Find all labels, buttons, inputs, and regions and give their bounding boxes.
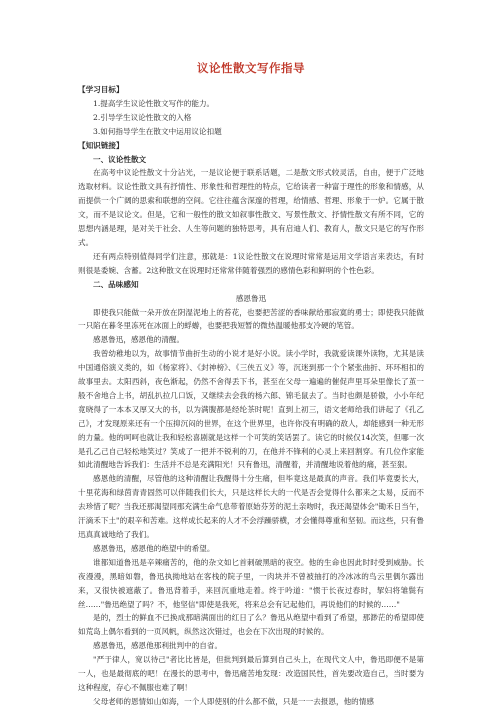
knowledge-paragraph: 在高考中议论性散文十分沾光，一是议论便于联系话题，二是散文形式较灵活，自由，便于广泛地选取材料。议论性散文具有抒情性、形象性和哲理性的特点，它给读者一种富于理性的形象和情感，从而提供一个广阔的思索和联想的空间。它往往蕴含深邃的哲理，给情感、哲理、形象于一炉。它属于散文，而不是议论文。但是，它和一般性的散文如叙事性散文、写景性散文、抒情性散文有所不同，它的思想内涵是理，是对关于社会、人生等问题的独特思考，具有启迪人们、教育人，散文只是它的写作形式。: [78, 168, 424, 247]
article-paragraph: 感恩他的清醒，尽管他的这种清醒让我醒得十分生痛，但毕竟这是最真的声音。我们毕竟要长大，十里花海和绿茵青青固然可以伴随我们长大，只是这样长大的一代是否会觉得什么都来之太易，反而不去珍惜了呢？当我还那渴望同那充满生命气息带着原始芬芳的泥土亲吻时，我还渴望体会"锄禾日当午，汗滴禾下土"的艰辛和苦难。这样成长起来的人才不会浮躁骄横，才会懂得尊重和坚韧。而这些，只有鲁迅真真诚地给了我们。: [78, 474, 424, 539]
article-paragraph: 即使我只能做一朵开放在阴湿泥地上的苔花，也要把苦涩的香味献给那寂寞的勇士；即使我只能做一只陷在暮冬里冻死在冰面上的蜉蝣，也要把我短暂的微热温暖他那支冷硬的笔管。: [78, 307, 424, 331]
document-title: 议论性散文写作指导: [197, 61, 305, 75]
article-paragraph: 感恩鲁迅，感恩他的清醒。: [93, 335, 185, 345]
article-paragraph: 是的，烈士的鲜血不已换成那暗满面出的红日了么？鲁迅从绝望中看到了希望，那渺茫的希望即使如荒岛上偶尔看到的一页风帆，纵然这次错过，也会在下次出现的时候的。: [78, 613, 424, 637]
article-paragraph: "严于律人，宽以待己"者比比皆是，但批判到最后算到自己头上，在现代文人中，鲁迅即便不是第一人，也是最彻底的吧！在漫长的思考中，鲁迅痛苦地发现：改造国民性，首先要改造自己，当时要为这种程度，存心不佩服也难了啊！: [78, 655, 424, 692]
study-goal-item: 1.提高学生议论性散文写作的能力。: [93, 98, 215, 108]
article-title: 感恩鲁迅: [235, 293, 267, 303]
knowledge-heading: 【知识链接】: [78, 140, 124, 150]
knowledge-paragraph: 还有两点特别值得同学们注意，那就是：1议论性散文在说理时常常是运用文学语言来表达，有时则很是委婉、含蓄。2这种散文在说理时还常常伴随着强烈的感情色彩和鲜明的个性色彩。: [78, 251, 424, 275]
knowledge-subheading: 一、议论性散文: [93, 154, 147, 164]
article-paragraph: 我曾幼稚地以为，故事情节曲折生动的小说才是好小说。读小学时，我就爱读课外读物，尤其是读中国通俗演义类的，如《杨家将》、《封神榜》、《三侠五义》等，沉迷到那一个个紧张曲折、环环相扣的故事里去。太阳西斜，夜色渐起，仍然不舍得丢下书，甚至在父母一遍遍的催促声里耳朵里像长了茧一般不舍地合上书，胡乱扒拉几口饭，又继续去会我的杨六郎、锦毛鼠去了。当时也颇是骄傲，小小年纪竟晓得了一本本又厚又大的书，以为满腹都是经纶茶时呢！直到上初三，语文老师给我们讲起了《孔乙己》，才发现原来还有一个压抑沉闷的世界，在这个世界里，也许你没有明确的敌人，却能感到一种无形的力量。他的呵呵也就让我和轻松喜剧就是这样一个可笑的笑话罢了。读它的时候仅14次笑，但哪一次是孔乙己自己轻松地笑过？笑成了一把并不锐利的刀，在他并不锋利的心灵上来回割穿。有几位作家能如此清醒地告诉我们：生活并不总是充满阳光！只有鲁迅，清醒着，并清醒地说着他的痛，甚至狠。: [78, 349, 424, 470]
study-goal-item: 3.如何指导学生在散文中运用议论扣题: [93, 126, 222, 136]
appreciation-heading: 二、品味感知: [93, 279, 139, 289]
article-paragraph: 谁都知道鲁迅是辛辣痛苦的，他的杂文如匕首刺破黑暗的夜空。他的生命也因此时时受到威胁。长夜漫漫，黑暗如磐，鲁迅执拗地站在客栈的院子里，一肉块并不曾被抽打的冷冰冰的鸟云里偶尔露出来，又很快被遮蔽了。鲁迅背着手，来回沉重地走着。终于吟道："惯于长夜过春时，挈妇将雏鬓有丝……"鲁迅绝望了吗？不，他坚信"即使是我死，将来总会有记起他们，再说他们的时候的……": [78, 557, 424, 609]
article-paragraph: 父母老师的恩情如山如海，一个人即使别的什么都不做，只是一一去报恩，他的情感: [93, 696, 374, 706]
study-goal-item: 2.引导学生议论性散文的入格: [93, 112, 192, 122]
article-paragraph: 感恩鲁迅，感恩他的绝望中的希望。: [93, 543, 215, 553]
article-paragraph: 感恩鲁迅，感恩他那利批判中的自省。: [93, 641, 223, 651]
study-goals-heading: 【学习目标】: [78, 85, 124, 94]
